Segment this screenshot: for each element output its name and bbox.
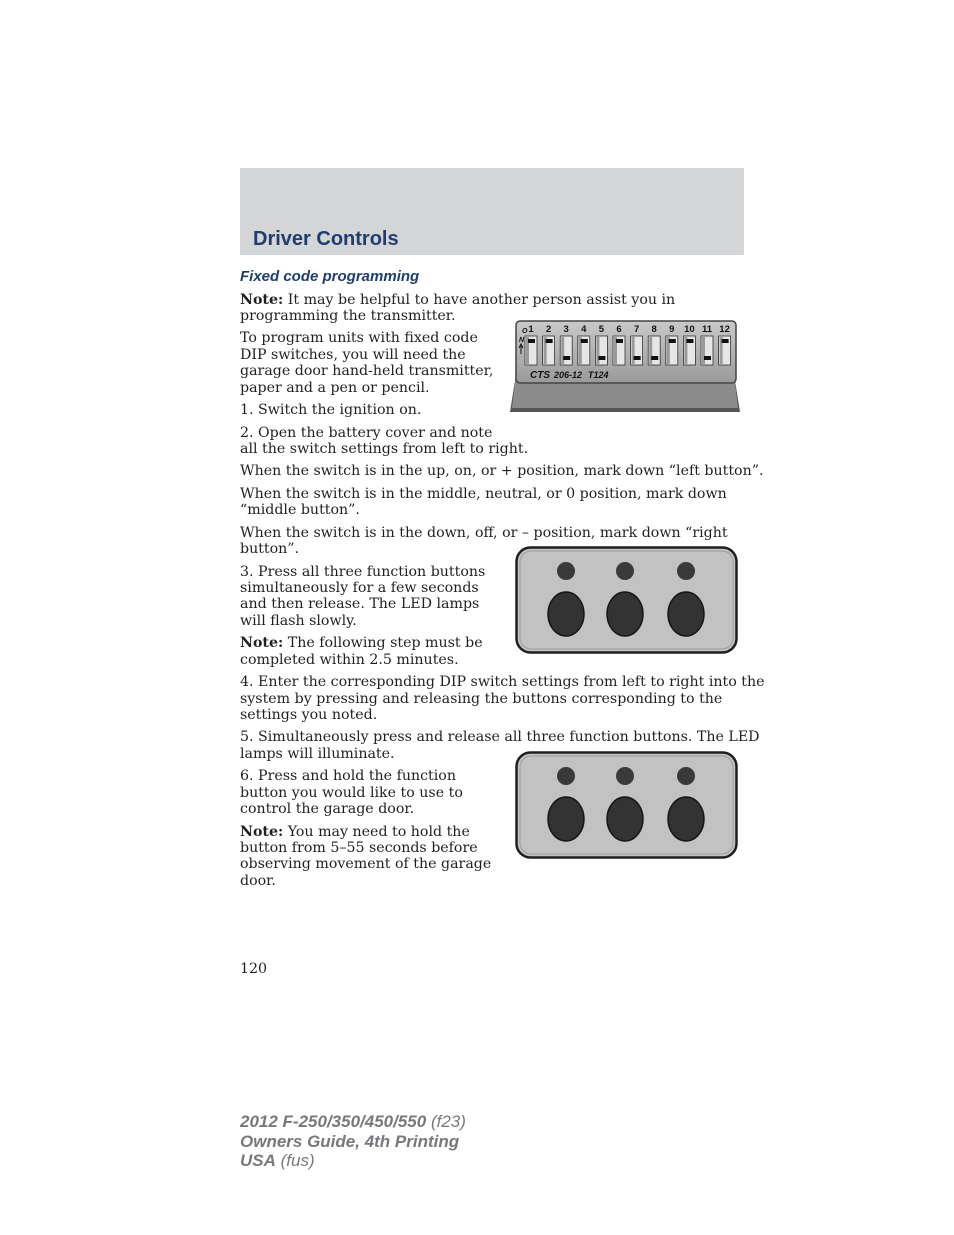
note-3-line-2: button from 5–55 seconds before <box>240 840 478 856</box>
led-lamp-left <box>557 562 575 580</box>
function-button-middle <box>607 797 643 841</box>
dip-switch-knob <box>722 339 729 343</box>
dip-code-t: T124 <box>588 370 609 380</box>
function-button-middle <box>607 592 643 636</box>
footer-market: USA <box>240 1151 276 1170</box>
led-lamp-middle <box>616 767 634 785</box>
dip-switch-knob <box>528 339 535 343</box>
dip-switch-number: 7 <box>633 324 640 335</box>
intro-line-2: DIP switches, you will need the <box>240 347 466 363</box>
footer-model: 2012 F-250/350/450/550 <box>240 1112 427 1131</box>
led-lamp-middle <box>616 562 634 580</box>
dip-switch-knob <box>546 339 553 343</box>
led-lamp-right <box>677 767 695 785</box>
step-5-line-1: 5. Simultaneously press and release all three function buttons. The LED <box>240 729 760 745</box>
note-3-line-3: observing movement of the garage <box>240 856 492 872</box>
down-position-line-2: button”. <box>240 541 300 557</box>
function-button-left <box>548 797 584 841</box>
down-position-line-1: When the switch is in the down, off, or – position, mark down “right <box>240 525 728 541</box>
intro-line-4: paper and a pen or pencil. <box>240 380 430 396</box>
up-position-text: When the switch is in the up, on, or + position, mark down “left button”. <box>240 463 764 479</box>
dip-switch-number: 8 <box>651 324 657 335</box>
footer-model-code: (f23) <box>426 1112 466 1131</box>
step-2-line-1: 2. Open the battery cover and note <box>240 425 493 441</box>
intro-line-3: garage door hand-held transmitter, <box>240 363 494 379</box>
step-3-line-1: 3. Press all three function buttons <box>240 564 486 580</box>
step-4-line-1: 4. Enter the corresponding DIP switch settings from left to right into the <box>240 674 765 690</box>
document-footer <box>240 1112 466 1171</box>
page-number: 120 <box>240 961 268 977</box>
intro-line-1: To program units with fixed code <box>240 330 478 346</box>
middle-position-line-2: “middle button”. <box>240 502 360 518</box>
note-2-line-2: completed within 2.5 minutes. <box>240 652 459 668</box>
dip-switch-knob <box>686 339 693 343</box>
step-6-line-3: control the garage door. <box>240 801 415 817</box>
middle-position-line-1: When the switch is in the middle, neutral, or 0 position, mark down <box>240 486 727 502</box>
dip-code-part: 206-12 <box>554 370 583 380</box>
dip-switch-number: 9 <box>669 324 675 335</box>
step-3-line-2: simultaneously for a few seconds <box>240 580 479 596</box>
dip-switch-knob <box>669 339 676 343</box>
step-3-line-3: and then release. The LED lamps <box>240 596 480 612</box>
step-3-line-4: will flash slowly. <box>240 613 357 629</box>
dip-switch-knob <box>581 339 588 343</box>
note-label: Note: <box>240 824 284 840</box>
dip-switch-number: 1 <box>528 324 534 335</box>
led-lamp-left <box>557 767 575 785</box>
note-label: Note: <box>240 292 284 308</box>
function-buttons-illustration-2 <box>515 751 738 859</box>
dip-switch-number: 3 <box>563 324 569 335</box>
note-1: Note: It may be helpful to have another person assist you in <box>240 292 676 308</box>
function-button-right <box>668 592 704 636</box>
note-2: Note: The following step must be <box>240 635 483 651</box>
led-lamp-right <box>677 562 695 580</box>
page-title: Driver Controls <box>253 228 399 250</box>
dip-switch-illustration <box>508 318 742 414</box>
function-button-left <box>548 592 584 636</box>
dip-switch-number: 5 <box>598 324 605 335</box>
footer-edition: Owners Guide, 4th Printing <box>240 1131 460 1151</box>
note-3-line-4: door. <box>240 873 276 889</box>
step-4-line-3: settings you noted. <box>240 707 378 723</box>
note-1-line-2: programming the transmitter. <box>240 308 456 324</box>
dip-switch-number: 10 <box>684 324 695 335</box>
dip-switch-knob <box>563 356 570 360</box>
on-label-o: O <box>522 328 528 335</box>
step-5-line-2: lamps will illuminate. <box>240 746 395 762</box>
note-3: Note: You may need to hold the <box>240 824 470 840</box>
on-label-n: N <box>519 337 525 344</box>
step-1: 1. Switch the ignition on. <box>240 402 422 418</box>
dip-switch-number: 11 <box>701 324 713 335</box>
dip-switch-knob <box>704 356 711 360</box>
step-6-line-1: 6. Press and hold the function <box>240 768 456 784</box>
dip-switch-knob <box>616 339 623 343</box>
dip-switch-number: 6 <box>616 324 622 335</box>
dip-switch-number: 2 <box>545 324 552 335</box>
section-heading: Fixed code programming <box>240 268 420 285</box>
step-4-line-2: system by pressing and releasing the buttons corresponding to the <box>240 691 723 707</box>
step-6-line-2: button you would like to use to <box>240 785 463 801</box>
dip-switch-knob <box>651 356 658 360</box>
step-2-line-2: all the switch settings from left to right. <box>240 441 529 457</box>
dip-switch-number: 12 <box>719 324 730 335</box>
dip-switch-knob <box>598 356 605 360</box>
dip-code-cts: CTS <box>530 370 550 381</box>
function-button-right <box>668 797 704 841</box>
dip-switch-knob <box>634 356 641 360</box>
note-label: Note: <box>240 635 284 651</box>
footer-market-code: (fus) <box>275 1151 315 1170</box>
dip-switch-number: 4 <box>581 324 587 335</box>
function-buttons-illustration-1 <box>515 546 738 654</box>
